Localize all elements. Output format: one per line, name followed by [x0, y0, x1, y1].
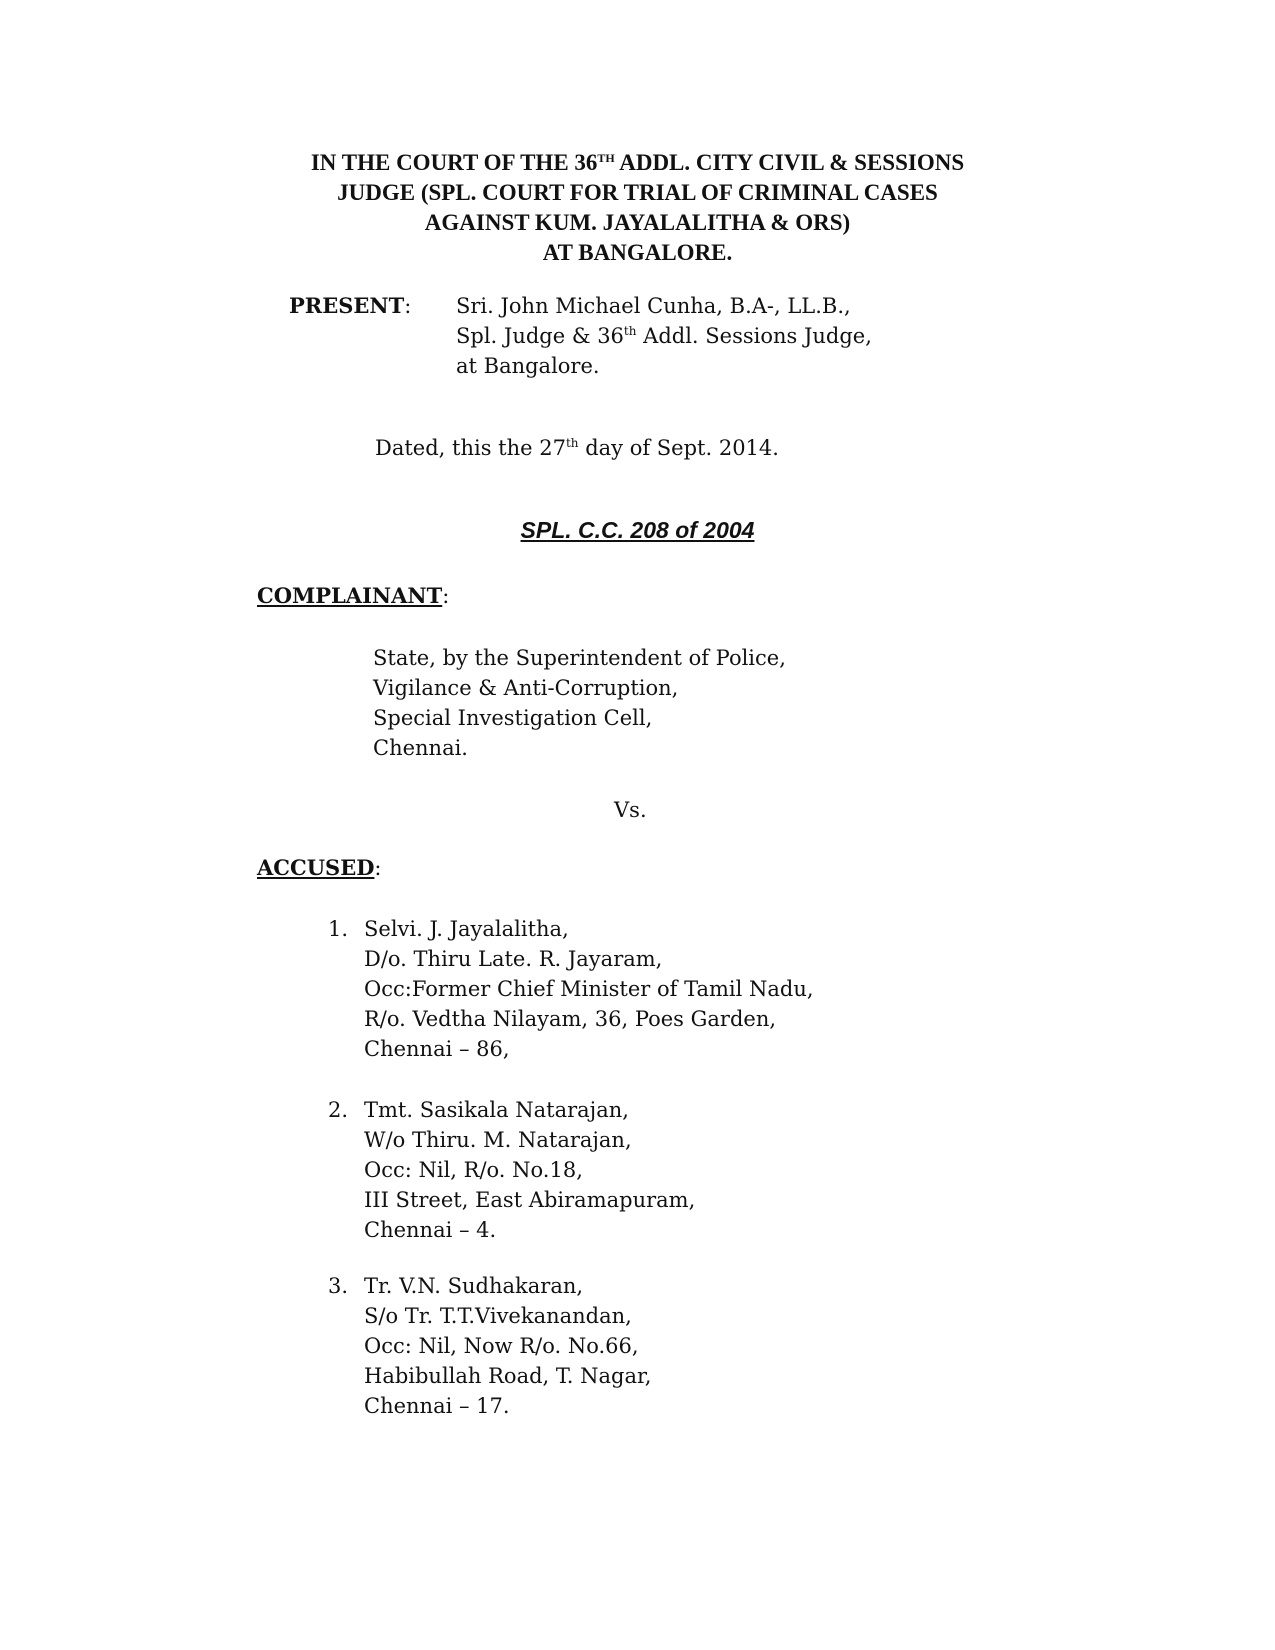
accused-line: Chennai – 17.: [364, 1394, 510, 1418]
court-heading-line-4: AT BANGALORE.: [542, 240, 733, 265]
accused-line: W/o Thiru. M. Natarajan,: [364, 1128, 632, 1152]
accused-line: Selvi. J. Jayalalitha,: [364, 917, 569, 941]
case-number: SPL. C.C. 208 of 2004: [520, 517, 755, 543]
dated-line: Dated, this the 27th day of Sept. 2014.: [375, 436, 779, 460]
accused-line: Tmt. Sasikala Natarajan,: [364, 1098, 629, 1122]
present-label: PRESENT:: [289, 293, 412, 318]
complainant-line: Vigilance & Anti-Corruption,: [373, 676, 679, 700]
accused-line: S/o Tr. T.T.Vivekanandan,: [364, 1304, 632, 1328]
judge-name: Sri. John Michael Cunha, B.A-, LL.B.,: [456, 294, 851, 318]
judge-designation: Spl. Judge & 36th Addl. Sessions Judge,: [456, 324, 872, 348]
court-heading-line-1: IN THE COURT OF THE 36TH ADDL. CITY CIVIL & SESSIONS: [310, 150, 965, 175]
judge-location: at Bangalore.: [456, 354, 600, 378]
accused-line: III Street, East Abiramapuram,: [364, 1188, 696, 1212]
accused-line: Chennai – 4.: [364, 1218, 497, 1242]
accused-label: ACCUSED:: [257, 855, 382, 880]
present-judge-block: [456, 291, 872, 381]
court-heading-line-3: AGAINST KUM. JAYALALITHA & ORS): [424, 210, 851, 235]
complainant-line: Special Investigation Cell,: [373, 706, 653, 730]
complainant-line: Chennai.: [373, 736, 468, 760]
accused-details: [364, 1095, 695, 1245]
complainant-label: COMPLAINANT:: [257, 583, 450, 608]
accused-line: Chennai – 86,: [364, 1037, 510, 1061]
complainant-address: [373, 643, 786, 763]
accused-line: Occ:Former Chief Minister of Tamil Nadu,: [364, 977, 814, 1001]
accused-line: Habibullah Road, T. Nagar,: [364, 1364, 652, 1388]
accused-number: 3.: [328, 1274, 349, 1298]
versus-label: Vs.: [614, 798, 647, 822]
accused-line: Occ: Nil, R/o. No.18,: [364, 1158, 583, 1182]
accused-number: 1.: [328, 917, 349, 941]
court-heading: [0, 148, 1275, 268]
ordinal-superscript: TH: [597, 151, 615, 165]
accused-line: Tr. V.N. Sudhakaran,: [364, 1274, 584, 1298]
accused-number: 2.: [328, 1098, 349, 1122]
accused-line: D/o. Thiru Late. R. Jayaram,: [364, 947, 663, 971]
accused-details: [364, 914, 814, 1064]
accused-line: Occ: Nil, Now R/o. No.66,: [364, 1334, 639, 1358]
court-heading-line-2: JUDGE (SPL. COURT FOR TRIAL OF CRIMINAL CASES: [337, 180, 938, 205]
accused-details: [364, 1271, 651, 1421]
complainant-line: State, by the Superintendent of Police,: [373, 646, 786, 670]
accused-line: R/o. Vedtha Nilayam, 36, Poes Garden,: [364, 1007, 777, 1031]
